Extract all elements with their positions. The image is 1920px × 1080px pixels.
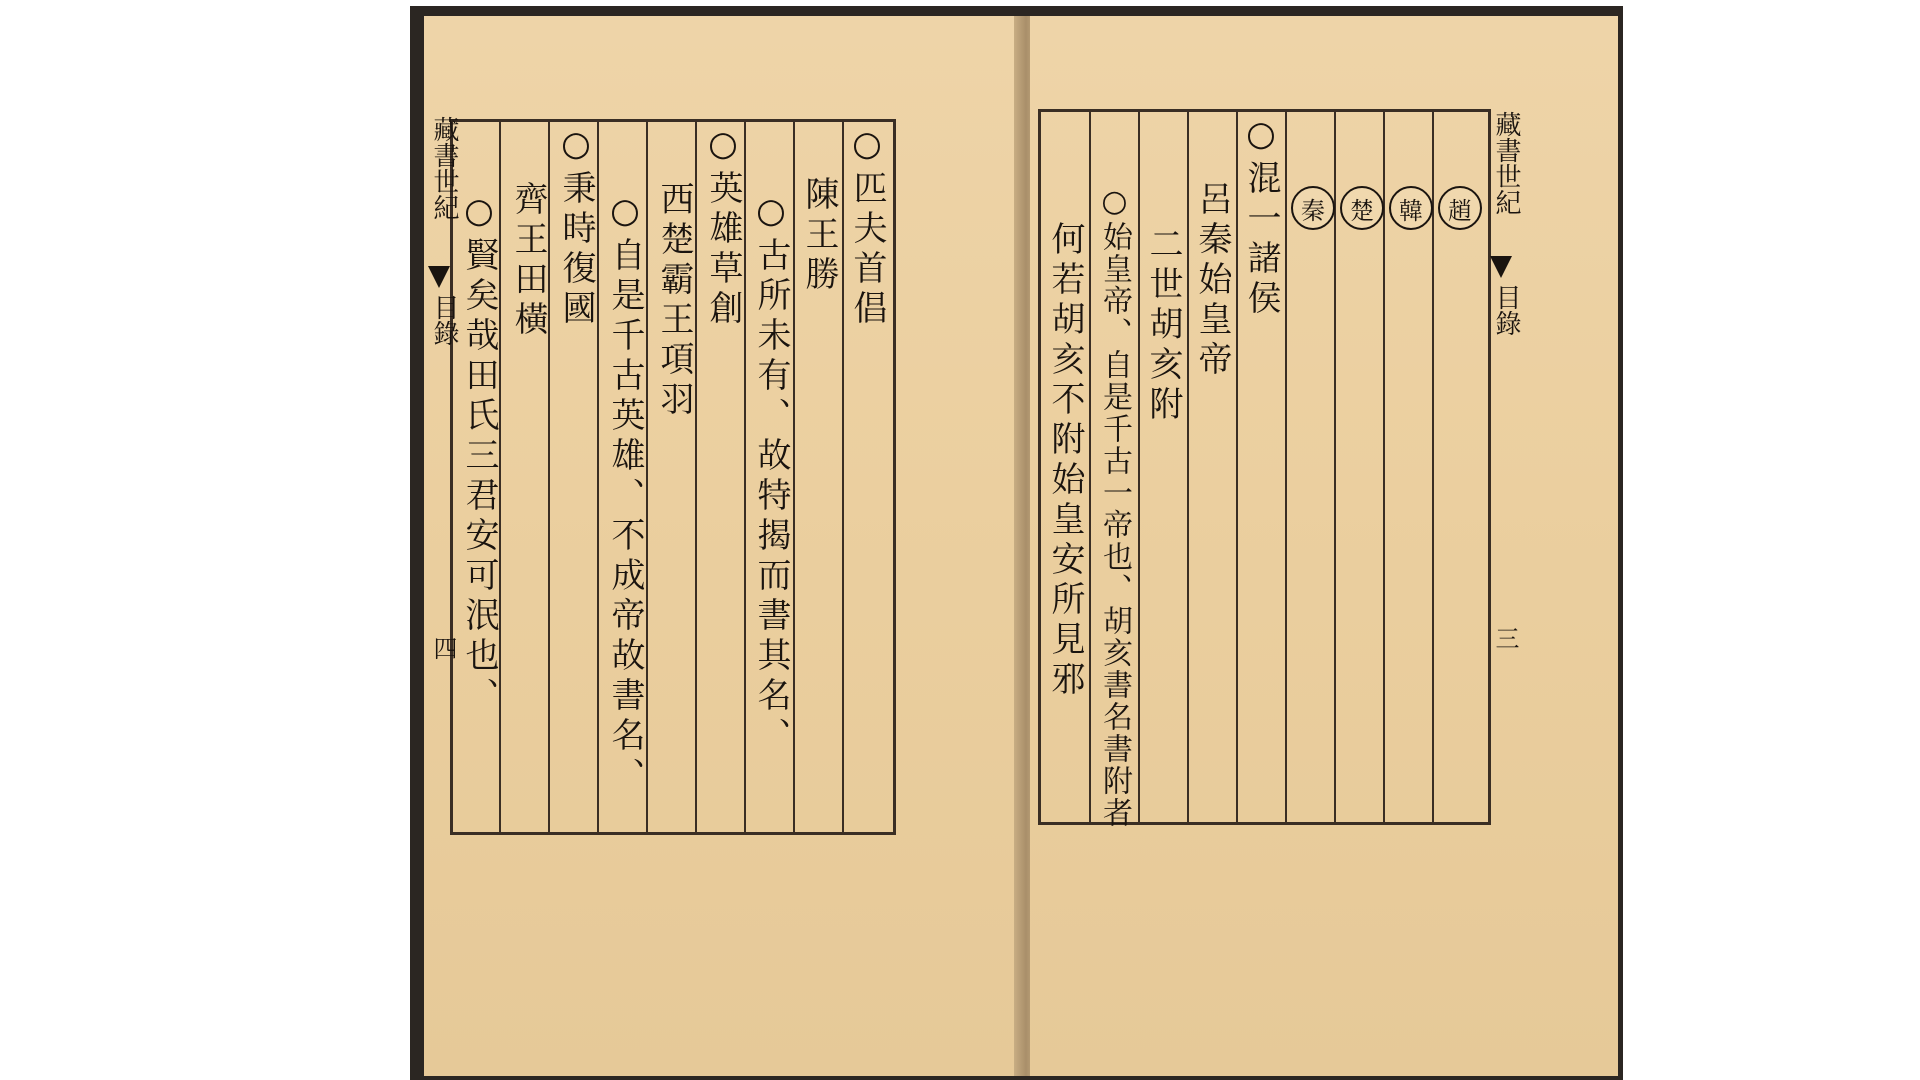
column-rule: [1432, 112, 1434, 822]
column-rule: [695, 122, 697, 832]
left-page: [424, 16, 1024, 1076]
right-page: [1030, 16, 1618, 1076]
column-text: ○匹夫首倡: [847, 124, 887, 330]
left-margin-title: 藏書世紀: [429, 116, 459, 220]
column-rule: [646, 122, 648, 832]
right-margin-title: 藏書世紀: [1491, 111, 1521, 215]
column-text: ○始皇帝、自是千古一帝也、胡亥書名書附者: [1097, 184, 1132, 829]
column-rule: [1285, 112, 1287, 822]
column-rule: [1236, 112, 1238, 822]
column-rule: [1334, 112, 1336, 822]
state-badge: 韓: [1389, 186, 1433, 230]
column-rule: [744, 122, 746, 832]
right-margin-page: 三: [1491, 626, 1519, 650]
column-rule: [1187, 112, 1189, 822]
column-rule: [597, 122, 599, 832]
right-margin-section: 目錄: [1491, 284, 1521, 336]
fish-tail-mark: [428, 266, 450, 288]
column-text: 陳王勝: [799, 176, 839, 296]
column-rule: [842, 122, 844, 832]
column-text: 西楚霸王項羽: [654, 181, 694, 421]
book-spread: [410, 6, 1623, 1080]
column-text: 呂秦始皇帝: [1192, 181, 1232, 381]
column-text: ○英雄草創: [703, 124, 743, 330]
column-text: ○賢矣哉田氏三君安可泯也、: [459, 191, 499, 717]
fish-tail-mark: [1490, 256, 1512, 278]
state-badge: 秦: [1291, 186, 1335, 230]
column-text: ○自是千古英雄、不成帝故書名、: [605, 191, 645, 797]
column-rule: [1138, 112, 1140, 822]
left-margin-page: 四: [429, 636, 457, 660]
state-badge: 趙: [1438, 186, 1482, 230]
column-text: ○秉時復國: [556, 124, 596, 330]
column-rule: [548, 122, 550, 832]
column-rule: [1089, 112, 1091, 822]
column-rule: [499, 122, 501, 832]
column-text: ○混一諸侯: [1241, 114, 1281, 320]
column-text: 齊王田橫: [508, 181, 548, 341]
column-text: ○古所未有、故特揭而書其名、: [751, 191, 791, 757]
column-text: 何若胡亥不附始皇安所見邪: [1045, 221, 1085, 701]
left-margin-section: 目錄: [429, 294, 459, 346]
column-rule: [793, 122, 795, 832]
state-badge: 楚: [1340, 186, 1384, 230]
column-rule: [1383, 112, 1385, 822]
column-text: 二世胡亥附: [1143, 226, 1183, 426]
